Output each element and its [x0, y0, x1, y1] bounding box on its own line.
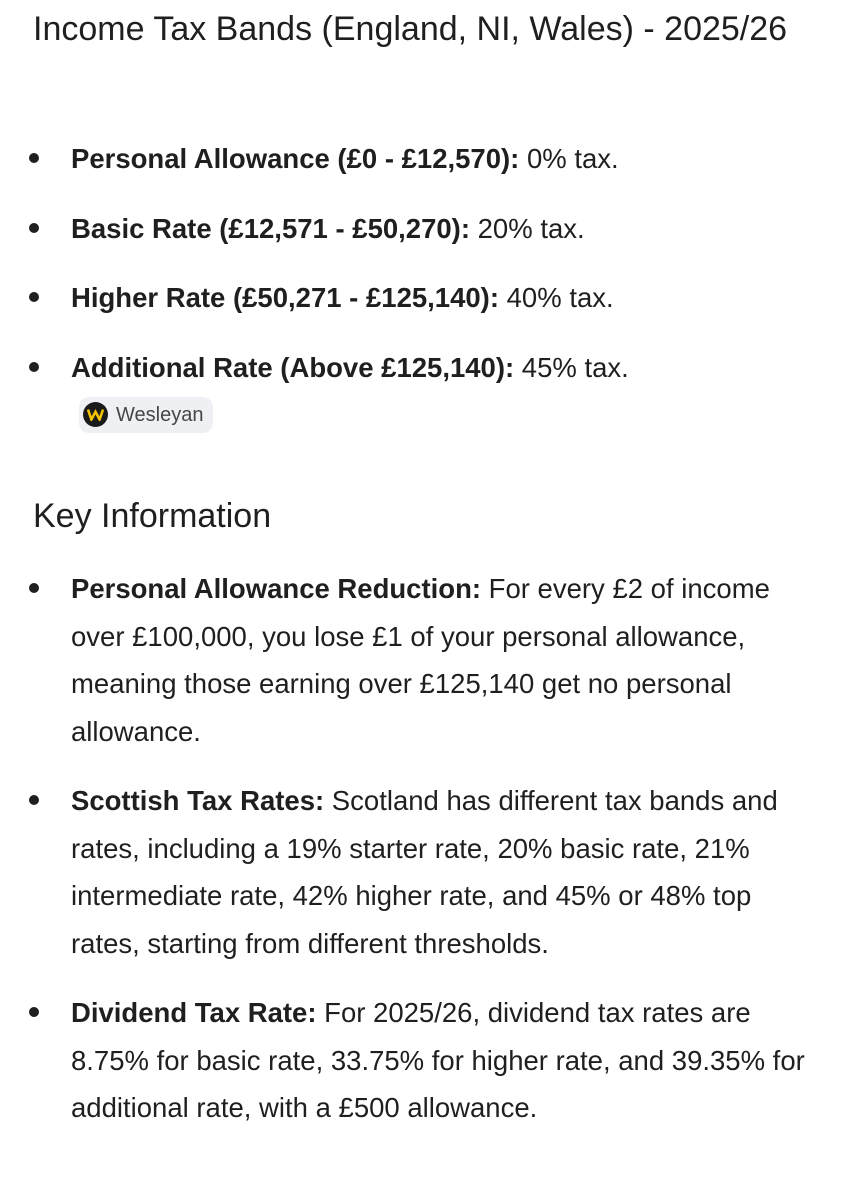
source-chip-wesleyan[interactable] [79, 397, 213, 433]
item-text: For 2025/26, dividend tax rates are 8.75% for basic rate, 33.75% for higher rate, and 39.35% for additional rate, with a £500 allowance. [71, 997, 805, 1123]
item-label: Higher Rate (£50,271 - £125,140): [71, 282, 499, 313]
list-item [0, 135, 841, 183]
bullet-icon [29, 1007, 39, 1017]
bullet-icon [29, 292, 39, 302]
list-item [0, 777, 841, 967]
item-label: Scottish Tax Rates: [71, 785, 325, 816]
item-label: Dividend Tax Rate: [71, 997, 317, 1028]
bullet-icon [29, 362, 39, 372]
key-information-list [0, 565, 841, 1132]
item-label: Basic Rate (£12,571 - £50,270): [71, 212, 470, 244]
item-text: 40% tax. [499, 282, 614, 313]
item-text: 0% tax. [519, 143, 619, 174]
item-text: 20% tax. [470, 212, 585, 244]
income-tax-bands-list [0, 135, 841, 439]
income-tax-bands-heading: Income Tax Bands (England, NI, Wales) - 2025/26 [33, 10, 788, 48]
bullet-icon [29, 223, 39, 233]
item-label: Personal Allowance Reduction: [71, 573, 482, 604]
list-item [0, 205, 841, 253]
list-item [0, 344, 841, 439]
list-item [0, 274, 841, 322]
bullet-icon [29, 153, 39, 163]
key-information-heading: Key Information [33, 497, 272, 535]
bullet-icon [29, 795, 39, 805]
item-label: Additional Rate (Above £125,140): [71, 351, 515, 383]
list-item [0, 565, 841, 755]
list-item [0, 989, 841, 1132]
item-label: Personal Allowance (£0 - £12,570): [71, 143, 520, 174]
bullet-icon [29, 583, 39, 593]
item-text: 45% tax. [514, 351, 629, 383]
wesleyan-logo-icon [83, 402, 108, 427]
item-text: For every £2 of income over £100,000, you lose £1 of your personal allowance, meaning those earning over £125,140 get no personal allowance. [71, 573, 770, 747]
item-text: Scotland has different tax bands and rates, including a 19% starter rate, 20% basic rate, 21% intermediate rate, 42% higher rate, and 45% or 48% top rates, starting from different thresholds. [71, 785, 778, 959]
source-chip-label: Wesleyan [116, 403, 204, 426]
